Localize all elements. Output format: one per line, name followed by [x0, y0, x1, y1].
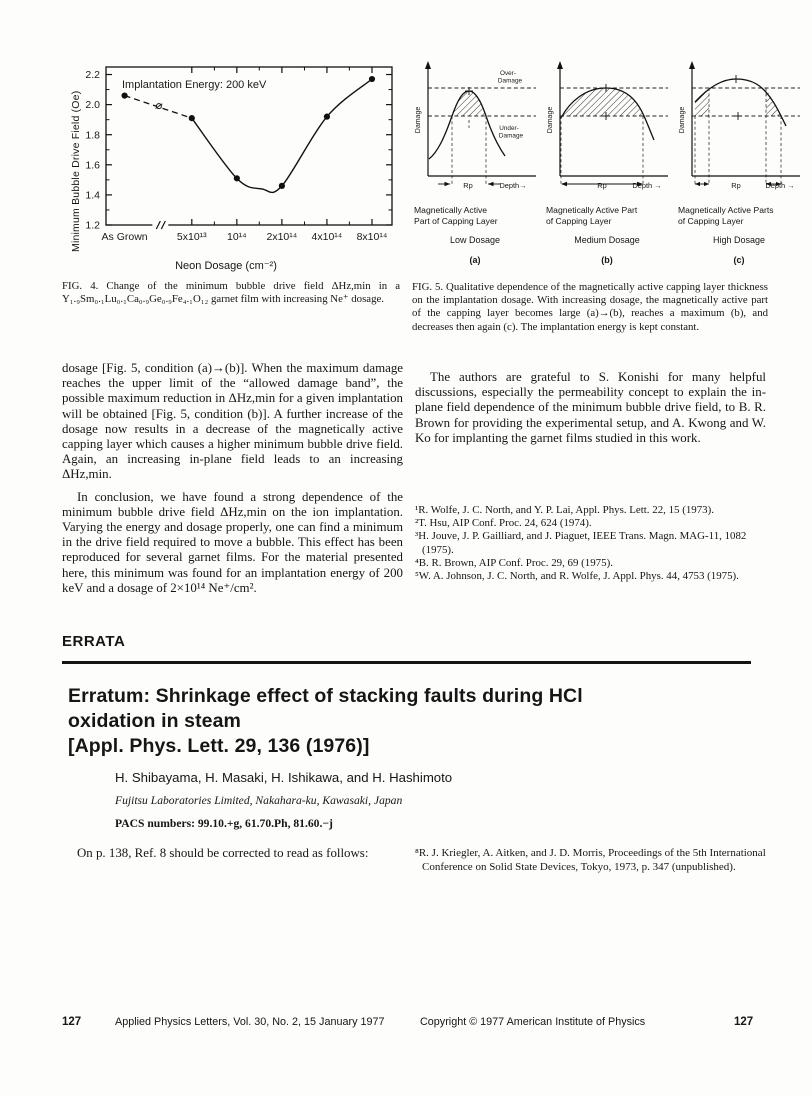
footer-page-number-right: 127	[734, 1016, 754, 1028]
errata-section-heading: ERRATA	[62, 633, 126, 650]
erratum-pacs-numbers: PACS numbers: 99.10.+g, 61.70.Ph, 81.60.−j	[115, 817, 333, 830]
data-point	[279, 183, 285, 189]
panel-a-rp-label: Rp	[463, 181, 473, 190]
fig5-panel-a	[412, 58, 538, 265]
references-list	[415, 504, 773, 583]
over-damage-label-1: Over-	[500, 70, 516, 77]
panel-b-rp-label: Rp	[597, 181, 607, 190]
panel-c-rp-label: Rp	[731, 181, 741, 190]
erratum-title: Erratum: Shrinkage effect of stacking faults during HCl oxidation in steam [Appl. Phys. Lett. 29, 136 (1976)]	[68, 685, 583, 757]
data-point	[189, 115, 195, 121]
footer-copyright: Copyright © 1977 American Institute of Physics	[420, 1016, 646, 1028]
reference-item: ¹R. Wolfe, J. C. North, and Y. P. Lai, Appl. Phys. Lett. 22, 15 (1973).	[415, 504, 714, 516]
up-arrow-icon	[425, 61, 431, 69]
fig4-x-axis-label: Neon Dosage (cm⁻²)	[175, 260, 277, 272]
figure5-diagram-block	[412, 58, 804, 265]
panel-b-depth-label: Depth →	[632, 181, 662, 190]
data-point	[369, 76, 375, 82]
panel-a-depth-label: Depth→	[499, 181, 527, 190]
y-tick-label: 1.4	[85, 189, 100, 202]
chart-annotation: Implantation Energy: 200 keV	[122, 79, 267, 91]
fig4-y-axis-label: Minimum Bubble Drive Field (Oe)	[70, 90, 82, 252]
figure4-chart-block	[56, 60, 402, 272]
panel-c-depth-label: Depth →	[765, 181, 795, 190]
under-damage-label-1: Under-	[499, 125, 519, 132]
x-tick-label: 8x10¹⁴	[356, 231, 388, 243]
panel-b-dosage-label: Medium Dosage	[574, 235, 640, 245]
panel-a-region-label: Magnetically Active Part of Capping Layer	[414, 205, 498, 226]
reference-item: ⁴B. R. Brown, AIP Conf. Proc. 29, 69 (1975).	[415, 556, 613, 569]
data-point	[324, 114, 330, 120]
erratum-corrected-reference: ⁸R. J. Kriegler, A. Aitken, and J. D. Morris, Proceedings of the 5th International Conference on Solid State Devices, Tokyo, 1973, p. 347 (unpublished).	[415, 847, 766, 873]
fig5-panel-a-drawing	[412, 58, 538, 204]
erratum-correction-text: On p. 138, Ref. 8 should be corrected to read as follows:	[77, 846, 369, 860]
panel-b-damage-axis: Damage	[547, 106, 554, 134]
y-tick-label: 1.6	[85, 159, 100, 172]
fig4-caption: FIG. 4. Change of the minimum bubble drive field ΔHz,min in a Y₁.₉Sm₀.₁Lu₀.₁Ca₀.₉Ge₀.₉Fe₄.₁O₁₂ garnet film with increasing Ne⁺ dosage.	[62, 280, 400, 306]
panel-b-letter: (b)	[601, 255, 613, 265]
reference-item: ²T. Hsu, AIP Conf. Proc. 24, 624 (1974).	[415, 517, 592, 530]
panel-c-letter: (c)	[733, 255, 745, 265]
section-divider-rule	[62, 661, 751, 664]
panel-c-dosage-label: High Dosage	[712, 235, 766, 245]
acknowledgment-paragraph: The authors are grateful to S. Konishi for many helpful discussions, especially the permeability concept to explain the in-plane field dependence of the minimum bubble drive field, to B. R. Brown for providing the experimental setup, and A. Kwong and W. Ko for implanting the garnet films studied in this work.	[415, 370, 766, 445]
fig5-panel-c	[676, 58, 802, 265]
up-arrow-icon	[557, 61, 563, 69]
fig5-panel-b	[544, 58, 670, 265]
panel-a-dosage-label: Low Dosage	[449, 235, 501, 245]
fig5-caption: FIG. 5. Qualitative dependence of the magnetically active capping layer thickness on the implantation dosage. With increasing dosage, the magnetically active part of the capping layer becomes large (a)→(b), reaches a maximum (b), and decreases then again (c). The implantation energy is kept constant.	[412, 281, 768, 333]
body-column-left	[62, 361, 403, 596]
panel-a-letter: (a)	[469, 255, 481, 265]
y-tick-label: 1.8	[85, 129, 100, 142]
up-arrow-icon	[689, 61, 695, 69]
x-tick-label: 10¹⁴	[227, 231, 247, 243]
data-curve	[192, 79, 372, 192]
over-damage-label-2: Damage	[497, 77, 523, 85]
y-tick-label: 1.2	[85, 219, 100, 232]
data-point	[121, 92, 127, 98]
fig5-panel-b-drawing	[544, 58, 670, 204]
reference-item: ³H. Jouve, J. P. Gailliard, and J. Piaguet, IEEE Trans. Magn. MAG-11, 1082 (1975).	[415, 530, 747, 556]
y-tick-label: 2.2	[85, 69, 100, 82]
erratum-authors: H. Shibayama, H. Masaki, H. Ishikawa, and H. Hashimoto	[115, 770, 453, 785]
x-tick-label: As Grown	[101, 231, 148, 243]
erratum-affiliation: Fujitsu Laboratories Limited, Nakahara-ku, Kawasaki, Japan	[115, 794, 403, 807]
x-tick-label: 2x10¹⁴	[266, 231, 298, 243]
panel-b-region-label: Magnetically Active Part of Capping Layer	[546, 205, 638, 226]
panel-c-region-label: Magnetically Active Parts of Capping Layer	[678, 205, 774, 226]
body-column-right	[415, 370, 766, 446]
fig5-panel-c-drawing	[676, 58, 802, 204]
panel-c-damage-axis: Damage	[679, 106, 686, 134]
fig4-chart	[76, 60, 398, 256]
footer-page-number-left: 127	[62, 1016, 82, 1028]
under-damage-label-2: Damage	[498, 132, 524, 140]
x-tick-label: 5x10¹³	[176, 231, 207, 243]
y-tick-label: 2.0	[85, 99, 100, 112]
panel-a-damage-axis: Damage	[415, 106, 422, 134]
data-point	[234, 175, 240, 181]
paragraph: In conclusion, we have found a strong dependence of the minimum bubble drive field ΔHz,min on the ion implantation. Varying the energy and dosage properly, one can find a minimum in the drive field required to move a bubble. This effect has been reproduced for several garnet films. For the material presented here, this minimum was found for an implantation energy of 200 keV and a dosage of 2×10¹⁴ Ne⁺/cm².	[62, 489, 403, 595]
reference-item: ⁵W. A. Johnson, J. C. North, and R. Wolfe, J. Appl. Phys. 44, 4753 (1975).	[415, 570, 739, 583]
paragraph: dosage [Fig. 5, condition (a)→(b)]. When the maximum damage reaches the upper limit of the “allowed damage band”, the possible maximum reduction in ΔHz,min for a given implantation will be obtained [Fig. 5, condition (b)]. A further increase of the dosage now results in a decrease of the magnetically active capping layer which causes a higher minimum bubble drive field. Again, an increasing in-plane field leads to an increasing ΔHz,min.	[62, 361, 403, 482]
footer-journal-info: Applied Physics Letters, Vol. 30, No. 2, 15 January 1977	[115, 1016, 385, 1028]
x-tick-label: 4x10¹⁴	[311, 231, 343, 243]
